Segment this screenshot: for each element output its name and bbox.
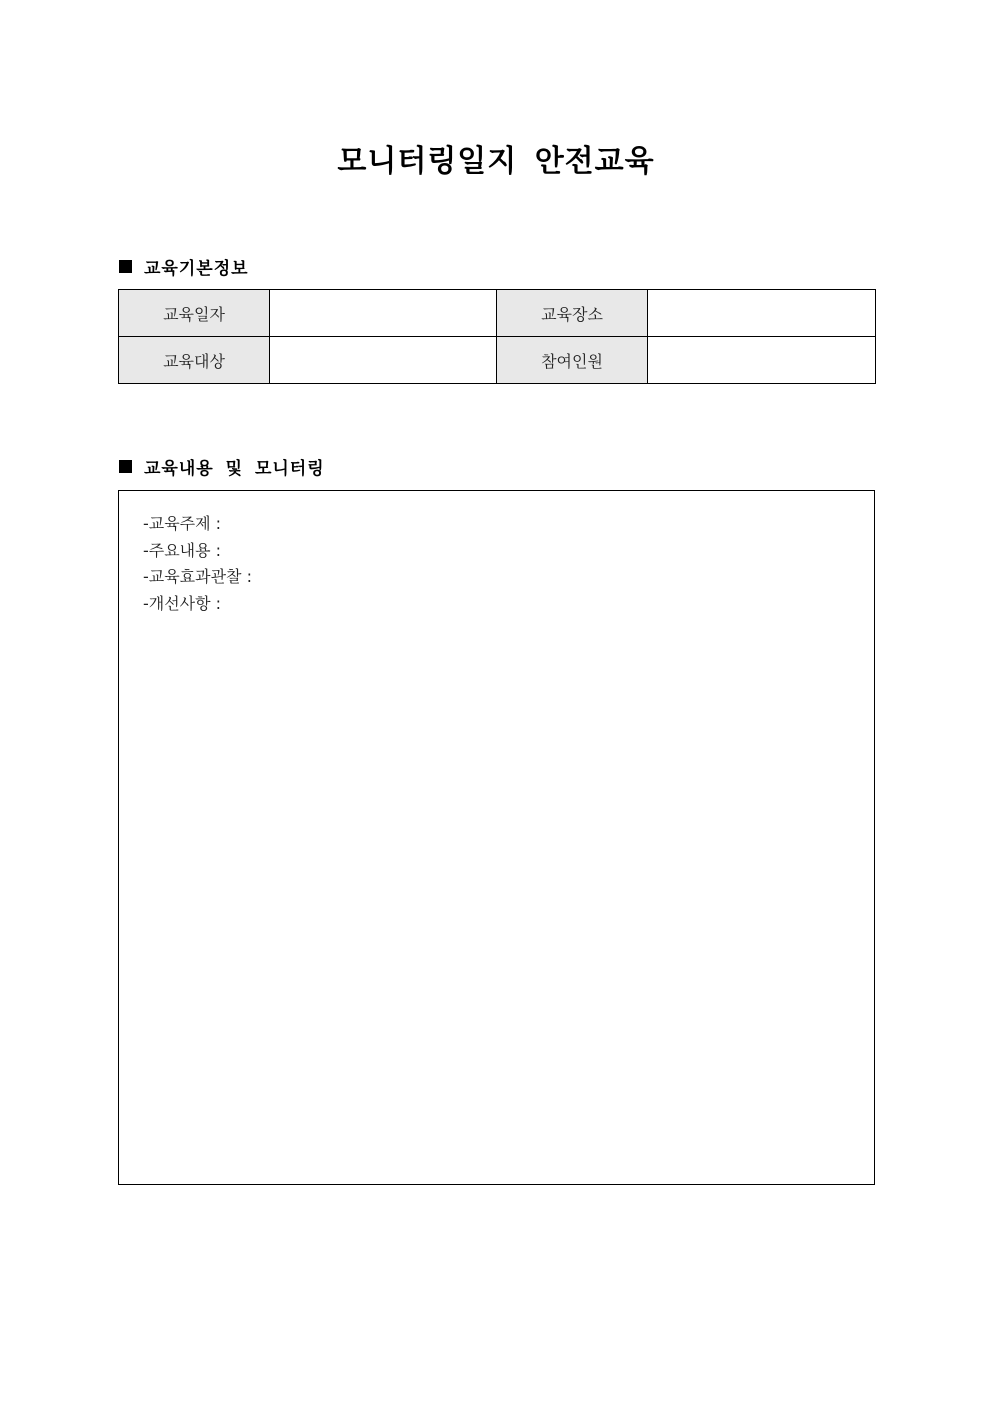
section-heading-label: 교육내용 및 모니터링 (144, 459, 325, 479)
document-title: 모니터링일지 안전교육 (337, 144, 655, 179)
label-participants: 참여인원 (497, 337, 648, 384)
content-items (143, 511, 252, 617)
item-education-topic: -교육주제 : (143, 514, 222, 533)
field-participants[interactable] (648, 337, 876, 384)
item-effect-observation: -교육효과관찰 : (143, 567, 252, 586)
field-education-place[interactable] (648, 290, 876, 337)
item-improvements: -개선사항 : (143, 593, 222, 613)
section-heading-content-monitoring (119, 454, 325, 479)
table-row (119, 337, 876, 384)
square-bullet-icon (119, 260, 132, 273)
label-education-date: 교육일자 (119, 290, 270, 337)
label-education-place: 교육장소 (497, 290, 648, 337)
section-heading-basic-info (119, 254, 249, 279)
field-education-date[interactable] (270, 290, 497, 337)
item-main-content: -주요내용 : (143, 540, 222, 560)
table-row (119, 290, 876, 337)
label-education-target: 교육대상 (119, 337, 270, 384)
square-bullet-icon (119, 460, 132, 473)
content-monitoring-box[interactable] (118, 490, 875, 1185)
field-education-target[interactable] (270, 337, 497, 384)
basic-info-table (118, 289, 876, 384)
section-heading-label: 교육기본정보 (144, 259, 249, 279)
